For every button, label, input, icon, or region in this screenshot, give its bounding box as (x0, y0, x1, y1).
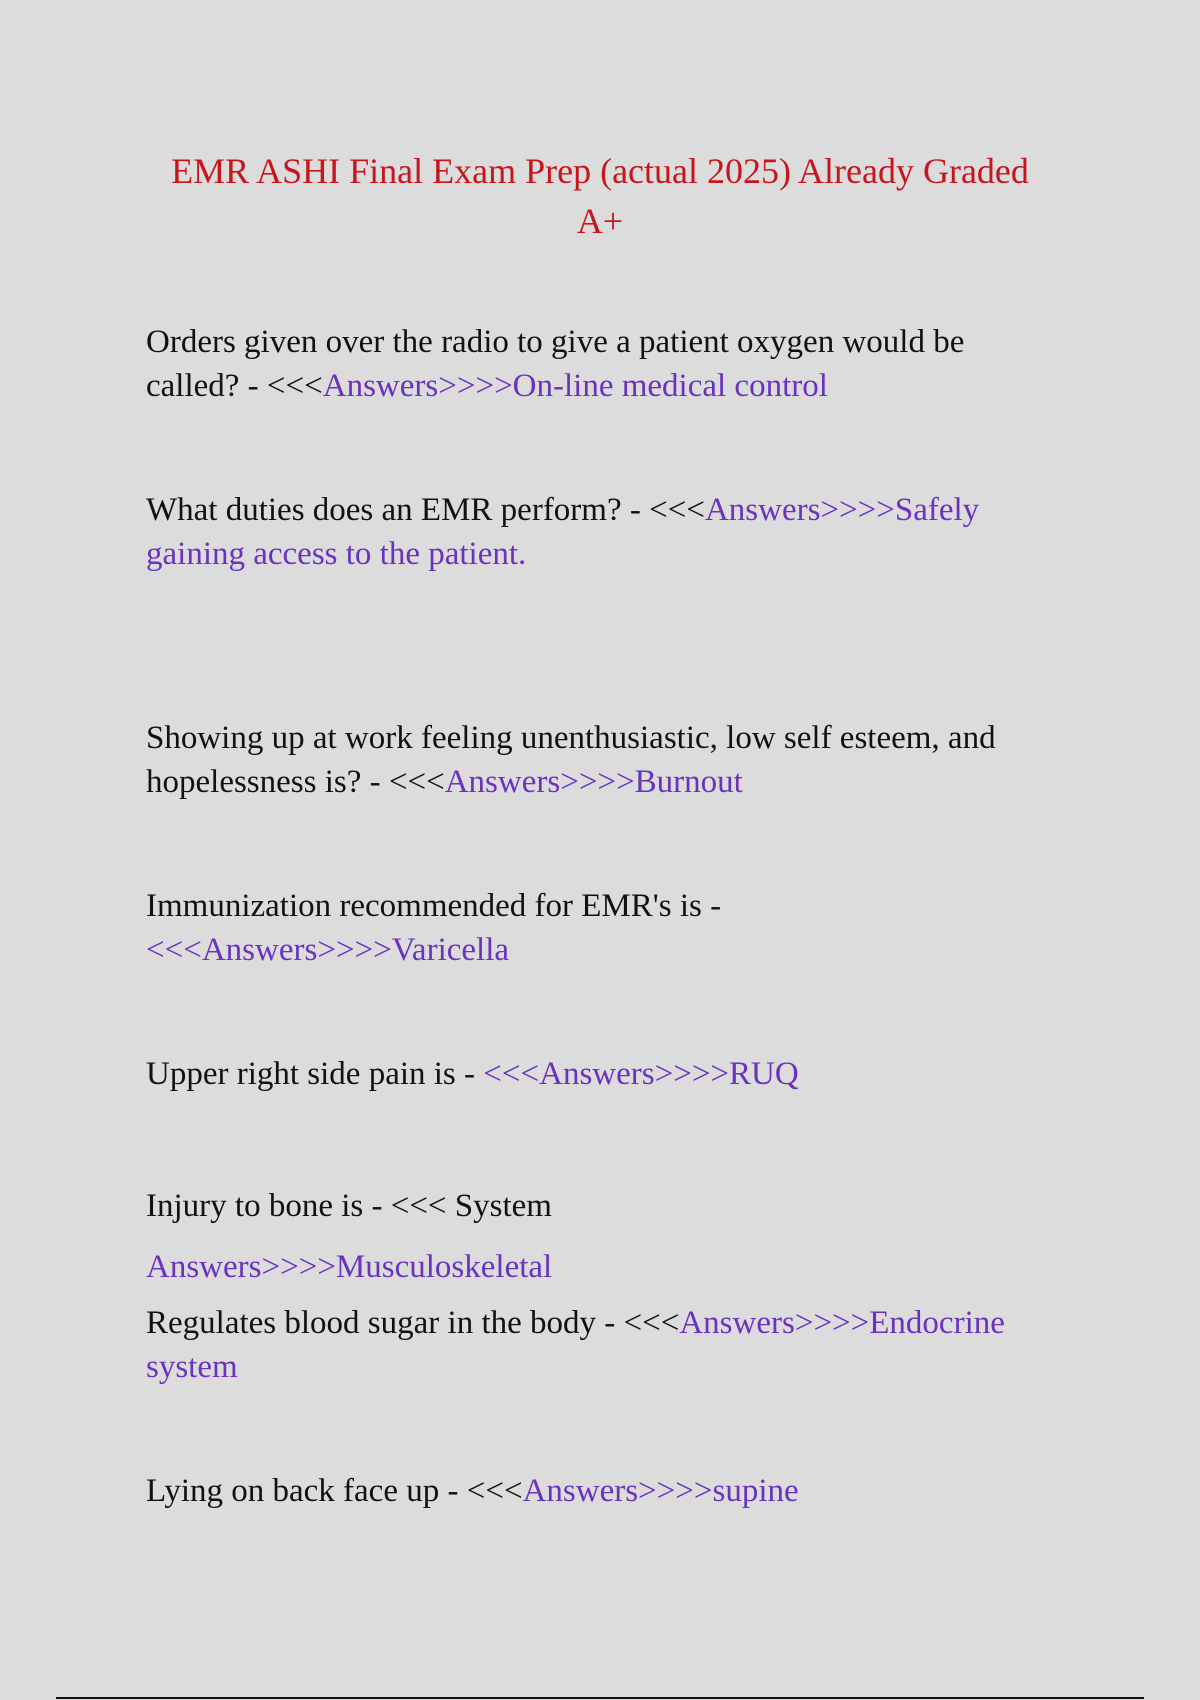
question-text: Regulates blood sugar in the body - <<< (146, 1305, 680, 1341)
answer-text: Answers>>>>On-line medical control (322, 368, 828, 404)
bottom-divider (56, 1697, 1144, 1699)
qa-item-8 (146, 1469, 1066, 1513)
qa-item-5 (146, 1052, 1066, 1096)
question-text: What duties does an EMR perform? - <<< (146, 492, 705, 528)
qa-item-2 (146, 488, 1066, 576)
answer-text: Answers>>>>Musculoskeletal (146, 1249, 553, 1285)
answer-text: Answers>>>>Safely gaining access to the patient. (146, 492, 980, 572)
qa-item-4 (146, 884, 1066, 972)
qa-item-6 (146, 1176, 1066, 1298)
qa-item-7 (146, 1301, 1066, 1389)
answer-text: <<<Answers>>>>RUQ (483, 1056, 799, 1092)
answer-text: Answers>>>>supine (522, 1473, 799, 1509)
document-title: EMR ASHI Final Exam Prep (actual 2025) Already Graded A+ (171, 151, 1029, 241)
question-text: Showing up at work feeling unenthusiastic, low self esteem, and hopelessness is? - <<< (146, 720, 996, 800)
question-text: Immunization recommended for EMR's is - (146, 888, 722, 924)
qa-item-1 (146, 320, 1066, 408)
question-text: Orders given over the radio to give a patient oxygen would be called? - <<< (146, 324, 965, 404)
question-text: Injury to bone is - <<< System (146, 1188, 552, 1224)
question-text: Lying on back face up - <<< (146, 1473, 523, 1509)
answer-text: <<<Answers>>>>Varicella (146, 932, 510, 968)
qa-item-3 (146, 716, 1066, 804)
question-text: Upper right side pain is - (146, 1056, 484, 1092)
answer-text: Answers>>>>Burnout (444, 764, 743, 800)
answer-text: Answers>>>>Endocrine system (146, 1305, 1005, 1385)
